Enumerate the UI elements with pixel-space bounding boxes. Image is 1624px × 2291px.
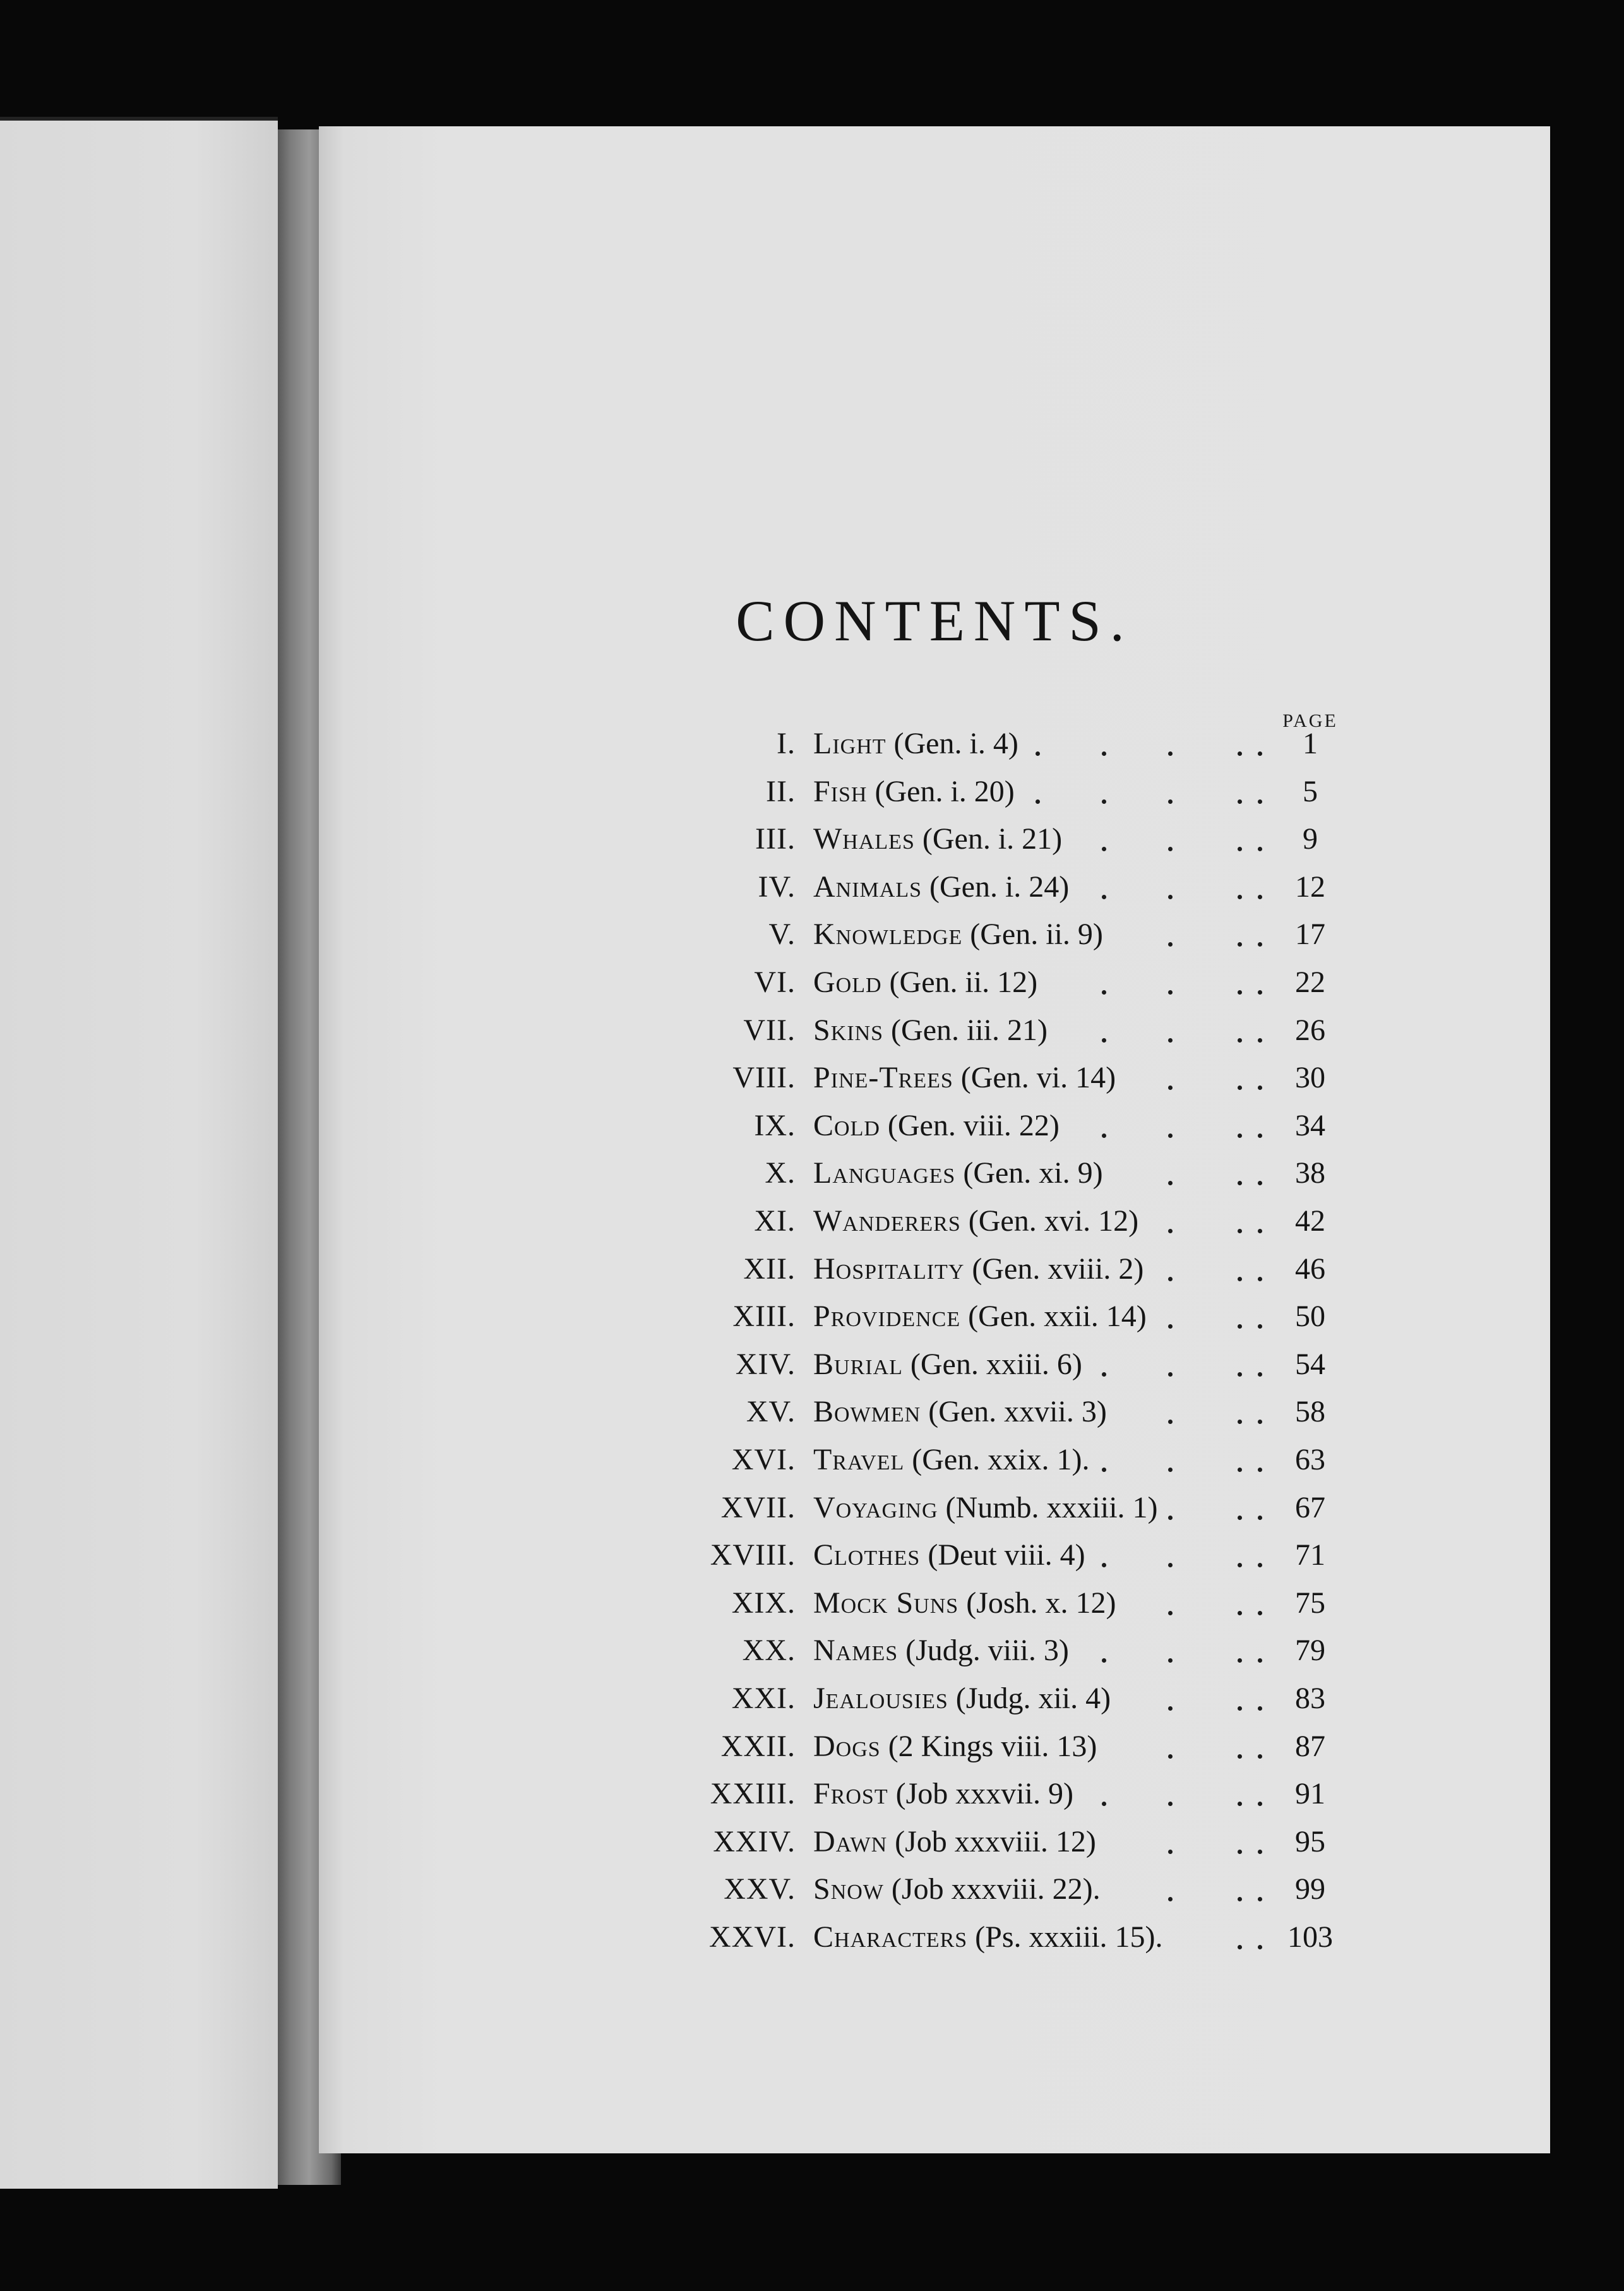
toc-entry: [319, 1442, 1550, 1490]
scripture-reference: (Judg. viii. 3): [905, 1634, 1069, 1668]
chapter-number: XIX.: [731, 1586, 796, 1620]
toc-entry: [319, 1347, 1550, 1395]
toc-entry: [319, 726, 1550, 774]
chapter-title: Characters: [813, 1920, 968, 1954]
chapter-title: Dawn: [813, 1824, 888, 1858]
chapter-title: Bowmen: [813, 1395, 921, 1429]
leader-dot: [1168, 942, 1173, 947]
chapter-title: Knowledge: [813, 918, 963, 952]
leader-dot: [1168, 990, 1173, 995]
leader-dot: [1258, 1563, 1262, 1567]
dot-leaders: [319, 1347, 1550, 1395]
leader-dot: [1258, 1516, 1262, 1520]
toc-entry: [319, 1824, 1550, 1872]
leader-dot: [1168, 1563, 1173, 1567]
chapter-title: Jealousies: [813, 1682, 948, 1715]
dot-leaders: [319, 1490, 1550, 1538]
leader-dot: [1168, 1372, 1173, 1377]
toc-entry: [319, 1252, 1550, 1300]
leader-dot: [1238, 799, 1242, 804]
leader-dot: [1238, 1420, 1242, 1424]
leader-dot: [1258, 1802, 1262, 1806]
chapter-number: XIII.: [732, 1300, 796, 1334]
chapter-number: XI.: [754, 1204, 796, 1238]
scripture-reference: (Gen. i. 4): [893, 727, 1018, 760]
leader-dot: [1238, 895, 1242, 899]
dot-leaders: [319, 1681, 1550, 1729]
page-number: 67: [1295, 1490, 1325, 1524]
page-number: 5: [1303, 774, 1318, 808]
leader-dot: [1168, 1802, 1173, 1806]
chapter-title: Snow: [813, 1872, 884, 1906]
chapter-title: Whales: [813, 822, 915, 856]
chapter-number: VI.: [754, 966, 796, 999]
page-number: 9: [1303, 822, 1318, 856]
toc-entry: [319, 1156, 1550, 1204]
dot-leaders: [319, 870, 1550, 918]
toc-entry: [319, 1490, 1550, 1538]
chapter-number: XXV.: [724, 1872, 796, 1906]
dot-leaders: [319, 1442, 1550, 1490]
leader-dot: [1168, 1516, 1173, 1520]
dot-leaders: [319, 1729, 1550, 1777]
scripture-reference: (Job xxxviii. 12): [895, 1824, 1096, 1858]
chapter-number: XXIII.: [710, 1777, 796, 1811]
leader-dot: [1258, 1420, 1262, 1424]
leader-dot: [1258, 1324, 1262, 1329]
leader-dot: [1258, 1658, 1262, 1663]
page-number: 91: [1295, 1777, 1325, 1811]
leader-dot: [1258, 1468, 1262, 1472]
chapter-title: Light: [813, 727, 887, 760]
leader-dot: [1258, 942, 1262, 947]
leader-dot: [1168, 1706, 1173, 1711]
leader-dot: [1168, 1038, 1173, 1043]
leader-dot: [1102, 847, 1106, 851]
page-number: 79: [1295, 1634, 1325, 1668]
toc-entry: [319, 1586, 1550, 1634]
chapter-number: III.: [755, 822, 796, 856]
leader-dot: [1258, 1611, 1262, 1615]
page-number: 17: [1295, 918, 1325, 952]
leader-dot: [1238, 942, 1242, 947]
leader-dot: [1258, 1897, 1262, 1901]
chapter-title: Names: [813, 1634, 899, 1668]
chapter-title: Languages: [813, 1156, 956, 1190]
dot-leaders: [319, 1108, 1550, 1156]
chapter-title: Hospitality: [813, 1252, 965, 1286]
page-number: 83: [1295, 1682, 1325, 1715]
scripture-reference: (Gen. i. 24): [929, 870, 1070, 904]
leader-dot: [1102, 1658, 1106, 1663]
dot-leaders: [319, 1872, 1550, 1920]
leader-dot: [1238, 1134, 1242, 1138]
toc-entry: [319, 1681, 1550, 1729]
leader-dot: [1238, 1516, 1242, 1520]
leader-dot: [1258, 1706, 1262, 1711]
page-number: 42: [1295, 1204, 1325, 1238]
leader-dot: [1168, 1181, 1173, 1185]
leader-dot: [1258, 799, 1262, 804]
chapter-title: Mock Suns: [813, 1586, 959, 1620]
page-number: 1: [1303, 727, 1318, 760]
scripture-reference: (Job xxxviii. 22).: [891, 1872, 1101, 1906]
leader-dot: [1168, 1468, 1173, 1472]
dot-leaders: [319, 1633, 1550, 1681]
page-number: 30: [1295, 1061, 1325, 1095]
chapter-title: Fish: [813, 774, 868, 808]
leader-dot: [1238, 1945, 1242, 1949]
leader-dot: [1168, 847, 1173, 851]
dot-leaders: [319, 1060, 1550, 1108]
toc-entry: [319, 774, 1550, 822]
leader-dot: [1258, 1229, 1262, 1233]
leader-dot: [1258, 847, 1262, 851]
leader-dot: [1258, 751, 1262, 756]
leader-dot: [1102, 1372, 1106, 1377]
leader-dot: [1168, 1754, 1173, 1759]
page-title: CONTENTS.: [736, 589, 1133, 653]
toc-entry: [319, 1633, 1550, 1681]
leader-dot: [1168, 1229, 1173, 1233]
toc-entry: [319, 917, 1550, 965]
chapter-number: I.: [777, 727, 796, 760]
leader-dot: [1168, 799, 1173, 804]
page-number: 75: [1295, 1586, 1325, 1620]
chapter-number: XVII.: [720, 1490, 796, 1524]
left-facing-page: [0, 117, 278, 2189]
scripture-reference: (Gen. i. 20): [875, 774, 1015, 808]
leader-dot: [1168, 1134, 1173, 1138]
dot-leaders: [319, 1204, 1550, 1252]
chapter-number: XV.: [746, 1395, 796, 1429]
page-number: 46: [1295, 1252, 1325, 1286]
leader-dot: [1168, 1897, 1173, 1901]
scripture-reference: (Ps. xxxiii. 15).: [975, 1920, 1163, 1954]
scripture-reference: (Gen. xxii. 14): [968, 1300, 1147, 1334]
dot-leaders: [319, 1013, 1550, 1061]
leader-dot: [1036, 799, 1040, 804]
chapter-number: V.: [768, 918, 796, 952]
leader-dot: [1102, 799, 1106, 804]
leader-dot: [1238, 1229, 1242, 1233]
chapter-title: Burial: [813, 1347, 903, 1381]
leader-dot: [1258, 895, 1262, 899]
page-number: 87: [1295, 1729, 1325, 1763]
leader-dot: [1238, 847, 1242, 851]
chapter-number: IV.: [758, 870, 796, 904]
chapter-number: XXIV.: [713, 1824, 796, 1858]
leader-dot: [1102, 1802, 1106, 1806]
chapter-number: XVIII.: [710, 1538, 796, 1572]
scripture-reference: (Gen. xviii. 2): [972, 1252, 1144, 1286]
leader-dot: [1238, 1086, 1242, 1090]
leader-dot: [1258, 1945, 1262, 1949]
leader-dot: [1258, 1181, 1262, 1185]
toc-entry: [319, 1729, 1550, 1777]
chapter-title: Animals: [813, 870, 922, 904]
leader-dot: [1102, 1563, 1106, 1567]
leader-dot: [1258, 1134, 1262, 1138]
dot-leaders: [319, 1156, 1550, 1204]
scripture-reference: (Gen. xxix. 1).: [912, 1443, 1090, 1476]
scripture-reference: (2 Kings viii. 13): [888, 1729, 1097, 1763]
leader-dot: [1238, 1372, 1242, 1377]
chapter-title: Clothes: [813, 1538, 921, 1572]
chapter-title: Frost: [813, 1777, 888, 1811]
dot-leaders: [319, 822, 1550, 870]
leader-dot: [1238, 1754, 1242, 1759]
leader-dot: [1238, 990, 1242, 995]
page-number: 103: [1287, 1920, 1333, 1954]
leader-dot: [1102, 1468, 1106, 1472]
dot-leaders: [319, 774, 1550, 822]
dot-leaders: [319, 726, 1550, 774]
chapter-number: XII.: [743, 1252, 796, 1286]
leader-dot: [1102, 1134, 1106, 1138]
chapter-number: XXII.: [720, 1729, 796, 1763]
page-number: 50: [1295, 1300, 1325, 1334]
leader-dot: [1258, 1086, 1262, 1090]
chapter-number: XIV.: [735, 1347, 796, 1381]
leader-dot: [1168, 1611, 1173, 1615]
scripture-reference: (Gen. iii. 21): [891, 1013, 1048, 1047]
page-number: 58: [1295, 1395, 1325, 1429]
leader-dot: [1102, 990, 1106, 995]
toc-entry: [319, 1776, 1550, 1824]
scripture-reference: (Gen. vi. 14): [960, 1061, 1116, 1095]
chapter-number: VIII.: [732, 1061, 796, 1095]
chapter-title: Dogs: [813, 1729, 881, 1763]
chapter-title: Voyaging: [813, 1490, 938, 1524]
toc-entry: [319, 1394, 1550, 1442]
page-number: 34: [1295, 1108, 1325, 1142]
leader-dot: [1238, 1468, 1242, 1472]
dot-leaders: [319, 917, 1550, 965]
leader-dot: [1258, 1372, 1262, 1377]
toc-entry: [319, 1299, 1550, 1347]
leader-dot: [1238, 1181, 1242, 1185]
chapter-title: Skins: [813, 1013, 884, 1047]
leader-dot: [1168, 1420, 1173, 1424]
leader-dot: [1238, 751, 1242, 756]
chapter-title: Cold: [813, 1108, 880, 1142]
dot-leaders: [319, 1394, 1550, 1442]
chapter-number: II.: [766, 774, 796, 808]
leader-dot: [1238, 1850, 1242, 1854]
scripture-reference: (Gen. i. 21): [922, 822, 1063, 856]
leader-dot: [1258, 1277, 1262, 1281]
page-number: 71: [1295, 1538, 1325, 1572]
page-number: 63: [1295, 1443, 1325, 1476]
chapter-title: Pine-Trees: [813, 1061, 953, 1095]
scripture-reference: (Gen. xxiii. 6): [910, 1347, 1082, 1381]
leader-dot: [1102, 895, 1106, 899]
scripture-reference: (Deut viii. 4): [928, 1538, 1085, 1572]
leader-dot: [1168, 1086, 1173, 1090]
toc-entry: [319, 1108, 1550, 1156]
scripture-reference: (Gen. ii. 12): [889, 966, 1038, 999]
dot-leaders: [319, 1586, 1550, 1634]
toc-entry: [319, 1872, 1550, 1920]
leader-dot: [1238, 1563, 1242, 1567]
toc-entry: [319, 1920, 1550, 1968]
scripture-reference: (Gen. viii. 22): [887, 1108, 1060, 1142]
leader-dot: [1102, 751, 1106, 756]
leader-dot: [1258, 990, 1262, 995]
leader-dot: [1168, 1324, 1173, 1329]
toc-entry: [319, 1060, 1550, 1108]
chapter-number: XX.: [742, 1634, 796, 1668]
leader-dot: [1168, 1277, 1173, 1281]
dot-leaders: [319, 1252, 1550, 1300]
chapter-number: XXI.: [731, 1682, 796, 1715]
toc-entry: [319, 822, 1550, 870]
leader-dot: [1238, 1277, 1242, 1281]
scripture-reference: (Gen. xvi. 12): [968, 1204, 1139, 1238]
scripture-reference: (Josh. x. 12): [966, 1586, 1116, 1620]
scripture-reference: (Gen. ii. 9): [970, 918, 1103, 952]
leader-dot: [1258, 1038, 1262, 1043]
leader-dot: [1238, 1324, 1242, 1329]
leader-dot: [1258, 1754, 1262, 1759]
chapter-title: Gold: [813, 966, 882, 999]
dot-leaders: [319, 1776, 1550, 1824]
dot-leaders: [319, 1920, 1550, 1968]
leader-dot: [1168, 751, 1173, 756]
dot-leaders: [319, 965, 1550, 1013]
toc-entry: [319, 1013, 1550, 1061]
leader-dot: [1168, 1850, 1173, 1854]
leader-dot: [1258, 1850, 1262, 1854]
chapter-title: Providence: [813, 1300, 961, 1334]
toc-entry: [319, 965, 1550, 1013]
chapter-number: VII.: [743, 1013, 796, 1047]
page-number: 99: [1295, 1872, 1325, 1906]
scripture-reference: (Job xxxvii. 9): [895, 1777, 1073, 1811]
chapter-number: XXVI.: [709, 1920, 796, 1954]
dot-leaders: [319, 1538, 1550, 1586]
page-number: 95: [1295, 1824, 1325, 1858]
dot-leaders: [319, 1824, 1550, 1872]
dot-leaders: [319, 1299, 1550, 1347]
contents-page: [319, 126, 1550, 2153]
scripture-reference: (Gen. xxvii. 3): [928, 1395, 1107, 1429]
toc-entry: [319, 1538, 1550, 1586]
toc-entry: [319, 870, 1550, 918]
page-number: 38: [1295, 1156, 1325, 1190]
leader-dot: [1168, 1658, 1173, 1663]
leader-dot: [1238, 1038, 1242, 1043]
toc-entry: [319, 1204, 1550, 1252]
chapter-title: Wanderers: [813, 1204, 961, 1238]
leader-dot: [1238, 1611, 1242, 1615]
scripture-reference: (Judg. xii. 4): [955, 1682, 1111, 1715]
page-number: 54: [1295, 1347, 1325, 1381]
chapter-number: XVI.: [731, 1443, 796, 1476]
scripture-reference: (Gen. xi. 9): [963, 1156, 1103, 1190]
leader-dot: [1238, 1658, 1242, 1663]
chapter-title: Travel: [813, 1443, 905, 1476]
scripture-reference: (Numb. xxxiii. 1): [945, 1490, 1158, 1524]
chapter-number: IX.: [754, 1108, 796, 1142]
leader-dot: [1036, 751, 1040, 756]
page-number: 22: [1295, 966, 1325, 999]
page-number: 26: [1295, 1013, 1325, 1047]
leader-dot: [1238, 1706, 1242, 1711]
leader-dot: [1238, 1802, 1242, 1806]
page-number: 12: [1295, 870, 1325, 904]
page-column-header: PAGE: [1282, 710, 1338, 731]
leader-dot: [1168, 895, 1173, 899]
chapter-number: X.: [765, 1156, 796, 1190]
leader-dot: [1102, 1038, 1106, 1043]
leader-dot: [1238, 1897, 1242, 1901]
